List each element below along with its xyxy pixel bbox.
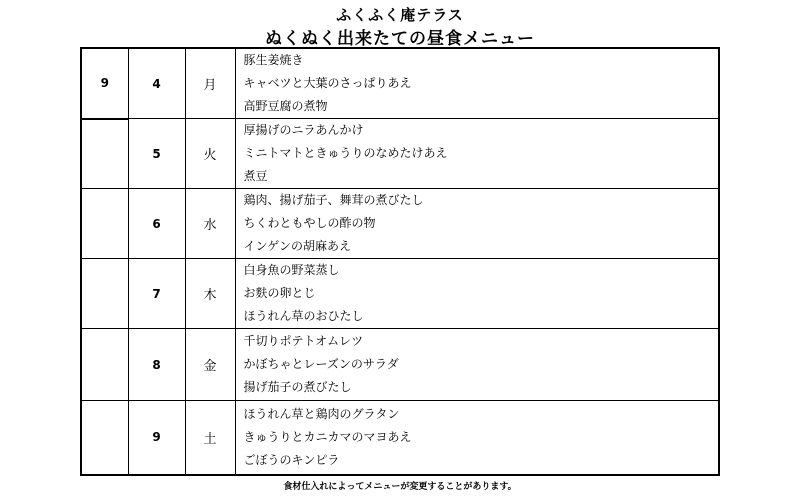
dish-item: ちくわともやしの酢の物 [243, 216, 376, 230]
dish-item: 厚揚げのニラあんかけ [243, 123, 364, 137]
empty-month-cell [81, 119, 128, 189]
dish-item: 千切りポテトオムレツ [243, 334, 364, 348]
menu-row-day-8 [81, 329, 719, 401]
dish-item: 高野豆腐の煮物 [243, 99, 328, 113]
dish-item: 煮豆 [243, 169, 268, 183]
weekday: 火 [185, 119, 235, 189]
day-number: 5 [128, 119, 185, 189]
day-number: 7 [128, 259, 185, 329]
day-number: 8 [128, 329, 185, 401]
month-cell: 9 [81, 48, 128, 119]
dish-item: 揚げ茄子の煮びたし [243, 380, 352, 394]
dishes-cell [235, 401, 719, 475]
dish-item: お麩の卵とじ [243, 286, 316, 300]
empty-month-cell [81, 259, 128, 329]
dish-item: キャベツと大葉のさっぱりあえ [243, 76, 412, 90]
dish-item: ほうれん草のおひたし [243, 309, 364, 323]
weekday: 水 [185, 189, 235, 259]
dish-item: ごぼうのキンピラ [243, 452, 340, 467]
day-number: 4 [128, 48, 185, 119]
dish-item: 鶏肉、揚げ茄子、舞茸の煮びたし [243, 193, 424, 207]
menu-row-day-7 [81, 259, 719, 329]
menu-row-day-9 [81, 401, 719, 475]
dish-item: ほうれん草と鶏肉のグラタン [243, 406, 400, 421]
menu-table [80, 47, 720, 476]
weekday: 月 [185, 48, 235, 119]
weekday: 木 [185, 259, 235, 329]
dish-item: インゲンの胡麻あえ [243, 239, 352, 253]
weekday: 土 [185, 401, 235, 475]
menu-row-day-5 [81, 119, 719, 189]
menu-title: ぬくぬく出来たての昼食メニュー [265, 29, 535, 49]
dish-item: ミニトマトときゅうりのなめたけあえ [243, 146, 448, 160]
dishes-cell [235, 189, 719, 259]
menu-row-day-6 [81, 189, 719, 259]
dish-item: 豚生姜焼き [243, 53, 304, 67]
dishes-cell [235, 259, 719, 329]
store-name: ふくふく庵テラス [336, 6, 464, 24]
weekday: 金 [185, 329, 235, 401]
menu-row-day-4 [81, 48, 719, 119]
empty-month-cell [81, 329, 128, 401]
day-number: 9 [128, 401, 185, 475]
dish-item: 白身魚の野菜蒸し [243, 263, 340, 277]
footer-note: 食材仕入れによってメニューが変更することがあります。 [283, 482, 517, 492]
empty-month-cell [81, 401, 128, 475]
dish-item: きゅうりとカニカマのマヨあえ [243, 429, 412, 444]
day-number: 6 [128, 189, 185, 259]
empty-month-cell [81, 189, 128, 259]
dishes-cell [235, 119, 719, 189]
dishes-cell [235, 329, 719, 401]
dishes-cell [235, 48, 719, 119]
dish-item: かぼちゃとレーズンのサラダ [243, 357, 399, 371]
